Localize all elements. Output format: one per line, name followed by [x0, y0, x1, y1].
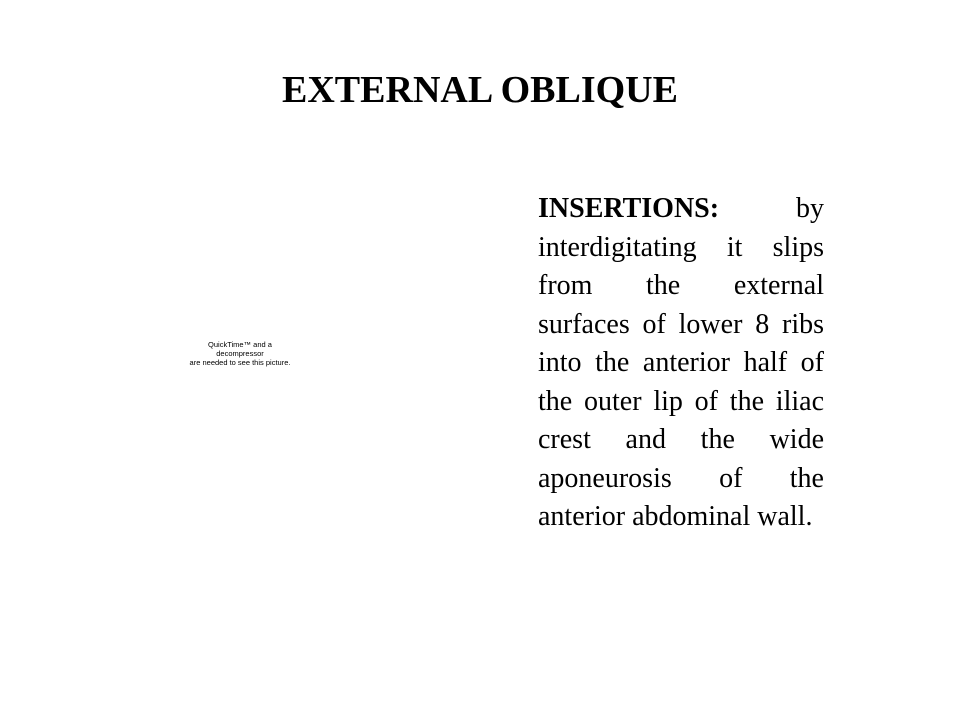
insertions-heading: INSERTIONS:	[538, 193, 720, 224]
insertions-text: by interdigitating it slips from the external surfaces of lower 8 ribs into the anterior half of the outer lip of the iliac crest and the wide aponeurosis of the anterior abdominal wall.	[538, 193, 824, 532]
insertions-paragraph	[538, 190, 824, 537]
placeholder-line-3: are needed to see this picture.	[189, 358, 291, 367]
quicktime-image-placeholder	[170, 340, 310, 384]
placeholder-line-1: QuickTime™ and a	[208, 340, 272, 349]
placeholder-line-2: decompressor	[216, 349, 264, 358]
slide-title: EXTERNAL OBLIQUE	[282, 69, 678, 111]
